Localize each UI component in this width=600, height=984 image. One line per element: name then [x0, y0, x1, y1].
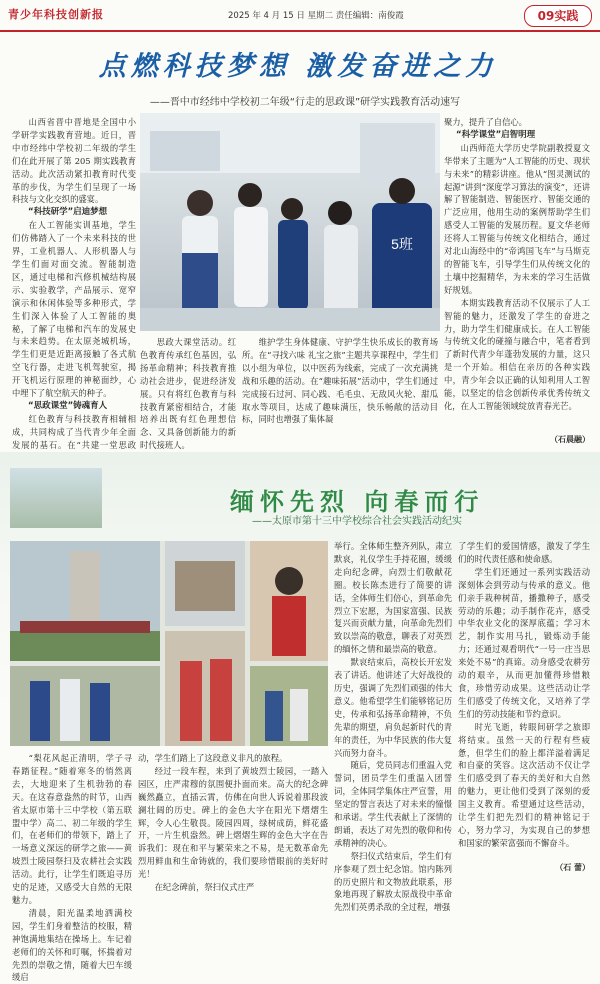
article2-author: （石 蕾）: [555, 862, 590, 872]
paragraph: 思政大课堂活动。红色教育传承红色基因，弘扬革命精神；科技教育推动社会进步，促进经济发展。只有将红色教育与科技教育紧密相结合，才能培养出既有红色理想信念、又具备创新能力的新时代接班人。: [140, 337, 236, 451]
paragraph: 举行。全体师生整齐列队，肃立默哀，礼仪学生手持花圈，缓缓走向纪念碑，向烈士们敬献花圈。校长陈杰进行了简要的讲话，全体师生们倍心，到革命先烈立下宏愿，为国家富强、民族复兴而贡献力量，向革命先烈们致以崇高的敬意，聊表了对英烈的缅怀之情和最崇高的敬意。: [334, 541, 452, 655]
article1-column-2: [140, 336, 236, 451]
students-in-lab-photo: [140, 113, 440, 331]
paragraph: 随后，党员同志们重温入党誓词，团员学生们重温入团誓词，全体同学集体庄严宣誓，用坚定的誓言表达了对未来的憧憬和承诺。学生代表献上了深情的朗诵，表达了对先烈的敬仰和传承精神的决心。: [334, 760, 452, 848]
page-section-badge: 09实践: [524, 5, 592, 27]
memorial-visit-photos: [10, 541, 328, 746]
article2-column-3: [334, 540, 452, 913]
article2-subtitle: ——太原市第十三中学校综合社会实践活动纪实: [252, 516, 462, 527]
paragraph: 动，学生们踏上了这段意义非凡的旅程。: [138, 753, 288, 763]
section-heading: “思政课堂”铸魂育人: [28, 400, 108, 411]
paragraph: 本期实践教育活动不仅展示了人工智能的魅力，还激发了学生的奋进之力，助力学生们健康成长。在人工智能与传统文化的碰撞与融合中，笔者看到了新时代青少年蓬勃发展的力量，这只是一个开始。相信在亲历的各种实践中，青少年会以正确的认知利用人工智能，以坚定的信念创新传承优秀传统文化，在人工智能领域绽放青春光芒。: [444, 297, 590, 411]
article2-column-4: [458, 540, 590, 862]
paragraph: 红色教育与科技教育相辅相成，共同构成了当代青少年全面发展的基石。在“共建一堂思政: [12, 413, 136, 450]
class-badge-text: 5班: [391, 236, 413, 252]
article1-photo: [140, 113, 440, 331]
article1-title: 点燃科技梦想 激发奋进之力: [98, 51, 498, 82]
dateline: 2025 年 4 月 15 日 星期二 责任编辑：南俊霞: [228, 11, 404, 21]
section-heading: “科技研学”启迪梦想: [28, 207, 108, 218]
article1-column-3: [242, 336, 438, 446]
paragraph: 学生们还通过一系列实践活动深刻体会到劳动与传承的意义。他们亲手栽种树苗，播撒种子，感受劳动的乐趣；动手制作花卉，感受中华农业文化的深厚底蕴；学习木艺，制作实用马扎，锻炼动手能力；还通过观看明代“一号一庄当思来处不易”的真谛。动身感受农耕劳动的艰辛，从而更加懂得珍惜粮食，珍惜劳动成果。这些活动让学生们感受了传统文化，又培养了学生们的劳动技能和节约意识。: [458, 566, 590, 719]
article2-title: 缅怀先烈 向春而行: [230, 487, 485, 516]
paragraph: “梨花风起正清明，学子寻春踏征程。”随着寒冬的悄然离去，大地迎来了生机勃勃的春天。在这春意盎然的时节，山西省太原市第十三中学校（第五联盟中学）高二、初二年级的学生们，在老师们的带领下，踏上了一场意义深远的研学之旅——黄坡烈士陵园祭扫及农耕社会实践活动。此行，让学生们既追寻历史的足迹，又感受大自然的无限魅力。: [12, 753, 132, 905]
paragraph: 山西师范大学历史学院副教授夏文华带来了主题为“人工智能的历史、现状与未来”的精彩讲座。他从“图灵测试的起源”讲到“深度学习算法的演变”，还讲解了智能制造、智能医疗、智能交通的广泛应用，他用生动的案例帮助学生们感受人工智能的发展历程。夏文华老师还将人工智能与传统文化相结合，通过对北山海经中的“帝鸿国飞车”与马斯克的智能飞车，引导学生们从传统文化的土壤中挖掘精华，为未来的学习生活做好规划。: [444, 142, 590, 295]
page-header: [0, 0, 600, 32]
article1-column-4: [444, 116, 590, 434]
article2-column-2: [138, 752, 328, 893]
paragraph: 默哀结束后，高校长开宏发表了讲话。他讲述了大好战役的历史，强调了先烈们顽强的伟大意义。他希望学生们能够铭记历史，传承和弘扬革命精神，不负先辈的期望，肩负起新时代的青年的责任，为中华民族的伟大复兴而努力奋斗。: [334, 657, 452, 758]
paragraph: 祭扫仪式结束后，学生们有序参观了烈士纪念馆。馆内陈列的历史照片和文物放此联系，形象地再现了解放太原战役中革命先烈们英勇杀敌的全过程，增强: [334, 850, 452, 913]
paragraph: 了学生们的爱国情感，激发了学生们的时代责任感和使命感。: [458, 541, 590, 564]
article1-subtitle: ——晋中市经纬中学校初二年级“行走的思政课”研学实践教育活动速写: [149, 97, 461, 108]
article2-corner-photo: [10, 468, 102, 528]
paragraph: 在人工智能实训基地，学生们仿佛踏入了一个未来科技的世界，工业机器人、人形机器人与学生们面对面交流。智能制造区，通过电梯和汽修机械结构展示、实验教学，产品展示、宽窄演示和休闲体验等多种形式，学生们深入体验了人工智能的奥秘，了解了电梯和汽车的发展史与未来趋势。在太原尧城机场，学生们更是近距离接触了各式航空飞行器，走进飞机驾驶室，揭开飞机运行原理的神秘面纱，心中埋下了航空航天的种子。: [12, 220, 136, 399]
article1-author: （石晨融）: [550, 434, 590, 444]
article2-column-1a: [12, 752, 132, 983]
article2-photo-collage: [10, 541, 328, 746]
masthead: 青少年科技创新报: [8, 8, 104, 21]
paragraph: 在纪念碑前，祭扫仪式庄严: [154, 882, 255, 893]
section-heading: “科学课堂”启智明理: [456, 129, 536, 140]
paragraph: 聚力，提升了自信心。: [444, 117, 527, 127]
paragraph: 时光飞逝，转眼间研学之旅即将结束。虽然一天的行程有些疲惫，但学生们的脸上都洋溢着满足和自豪的笑容。这次活动不仅让学生们感受到了春天的美好和大自然的魅力，更让他们受到了深刻的爱国主义教育。希望通过这些活动，让学生们把先烈们的精神铭记于心，努力学习，为实现自己的梦想和国家的繁荣富强而不懈奋斗。: [458, 721, 590, 848]
paragraph: 维护学生身体健康、守护学生快乐成长的教育场所。在“寻找六味 礼宝之旅”主题共享课程中，学生们以小组为单位，以中医药为线索，完成了一次充满挑战和乐趣的活动。在“趣味拓展”活动中，学生们通过完成接石过河、同心践、毛毛虫、无敌风火轮、甜瓜取水等项目，达成了趣味满压，快乐畅敞的活动目标，同时也增强了集体凝: [242, 337, 438, 425]
paragraph: 清晨，阳光温柔地洒满校园，学生们身着整洁的校服，精神饱满地集结在操场上。车记着老师们的关怀和叮嘱，怀揣着对先烈的崇敬之情，随着大巴车缓缓启: [12, 907, 132, 983]
article1-column-1: [12, 116, 136, 450]
paragraph: 山西省晋中晋地是全国中小学研学实践教育营地。近日，晋中市经纬中学校初二年级的学生们在此开展了第 205 期实践教育活动。此次活动紧扣教育时代变革的步伐，为学生们呈现了一场科技与文化交织的盛宴。: [12, 117, 136, 205]
paragraph: 经过一段车程，来到了黄坡烈士陵园，一踏入园区，庄严肃穆的氛围便扑面而来。高大的纪念碑巍然矗立，直插云霄，仿佛在向世人诉说着那段波澜壮阔的历史。碑上的金色大字在阳光下熠熠生辉，令人心生敬畏。陵园四周，绿树成荫，鲜花盛开，一片生机盎然。碑上熠熠生辉的金色大字在告诉我们：现在和平与繁荣来之不易，是无数革命先烈用鲜血和生命铸就的，我们要珍惜眼前的美好时光！: [138, 765, 328, 880]
